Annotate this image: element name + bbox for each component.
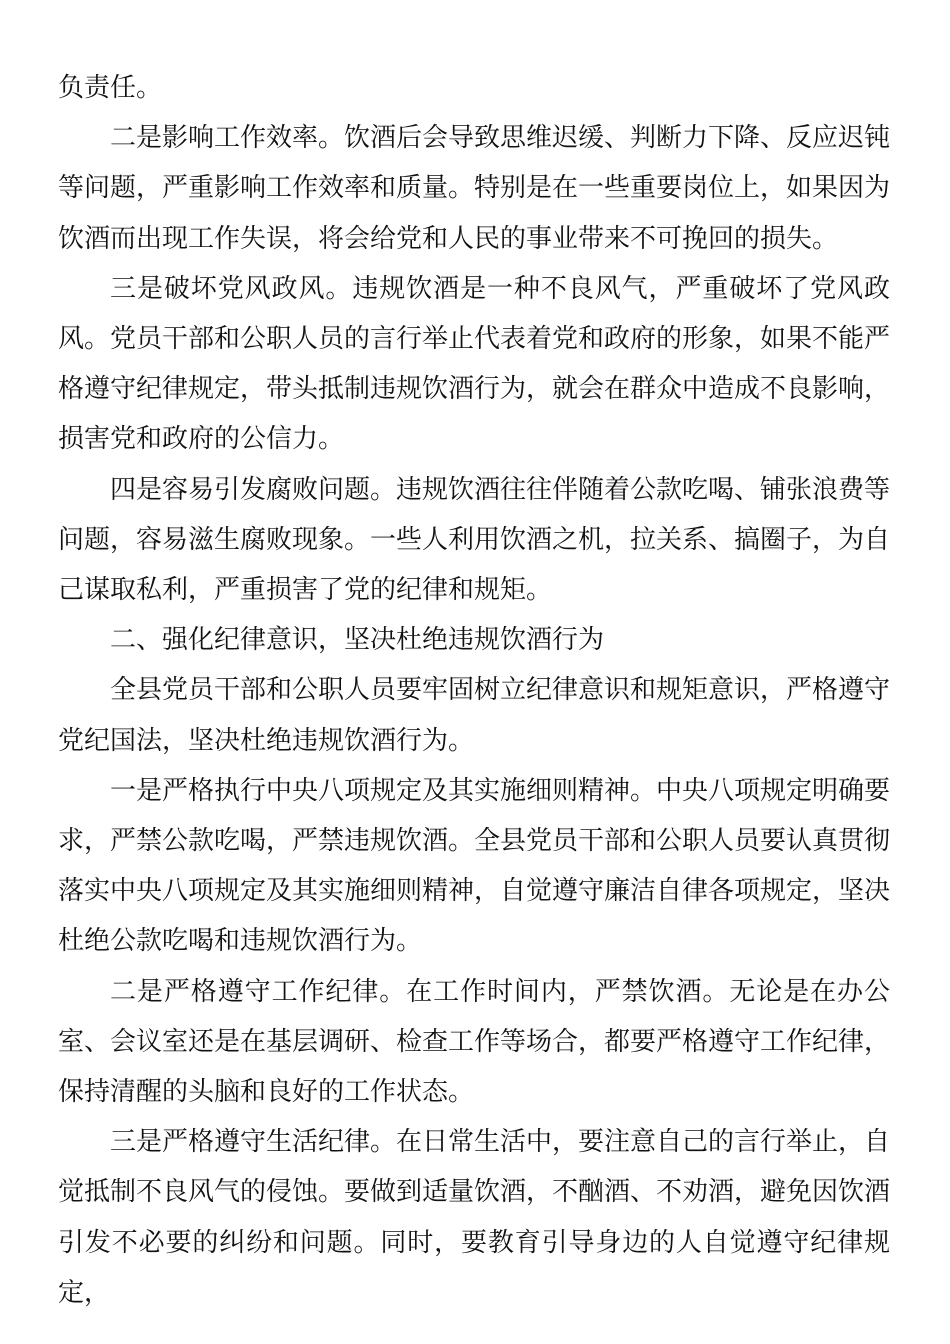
paragraph-2: 二是影响工作效率。饮酒后会导致思维迟缓、判断力下降、反应迟钝等问题，严重影响工作效率和质量。特别是在一些重要岗位上，如果因为饮酒而出现工作失误，将会给党和人民的事业带来不可挽回的损失。	[58, 123, 891, 254]
paragraph-5: 全县党员干部和公职人员要牢固树立纪律意识和规矩意识，严格遵守党纪国法，坚决杜绝违规饮酒行为。	[58, 675, 891, 756]
section-heading: 二、强化纪律意识，坚决杜绝违规饮酒行为	[110, 625, 605, 656]
paragraph-8: 三是严格遵守生活纪律。在日常生活中，要注意自己的言行举止，自觉抵制不良风气的侵蚀。要做到适量饮酒，不酗酒、不劝酒，避免因饮酒引发不必要的纠纷和问题。同时，要教育引导身边的人自觉遵守纪律规定，	[58, 1127, 891, 1308]
paragraph-4: 四是容易引发腐败问题。违规饮酒往往伴随着公款吃喝、铺张浪费等问题，容易滋生腐败现象。一些人利用饮酒之机，拉关系、搞圈子，为自己谋取私利，严重损害了党的纪律和规矩。	[58, 474, 891, 606]
paragraph-7: 二是严格遵守工作纪律。在工作时间内，严禁饮酒。无论是在办公室、会议室还是在基层调研、检查工作等场合，都要严格遵守工作纪律，保持清醒的头脑和良好的工作状态。	[58, 976, 891, 1108]
paragraph-3: 三是破坏党风政风。违规饮酒是一种不良风气，严重破坏了党风政风。党员干部和公职人员的言行举止代表着党和政府的形象，如果不能严格遵守纪律规定，带头抵制违规饮酒行为，就会在群众中造成不良影响，损害党和政府的公信力。	[58, 273, 891, 455]
paragraph-6: 一是严格执行中央八项规定及其实施细则精神。中央八项规定明确要求，严禁公款吃喝，严禁违规饮酒。全县党员干部和公职人员要认真贯彻落实中央八项规定及其实施细则精神，自觉遵守廉洁自律各项规定，坚决杜绝公款吃喝和违规饮酒行为。	[58, 775, 891, 957]
document-body	[58, 63, 890, 1318]
paragraph-1: 负责任。	[58, 73, 163, 103]
